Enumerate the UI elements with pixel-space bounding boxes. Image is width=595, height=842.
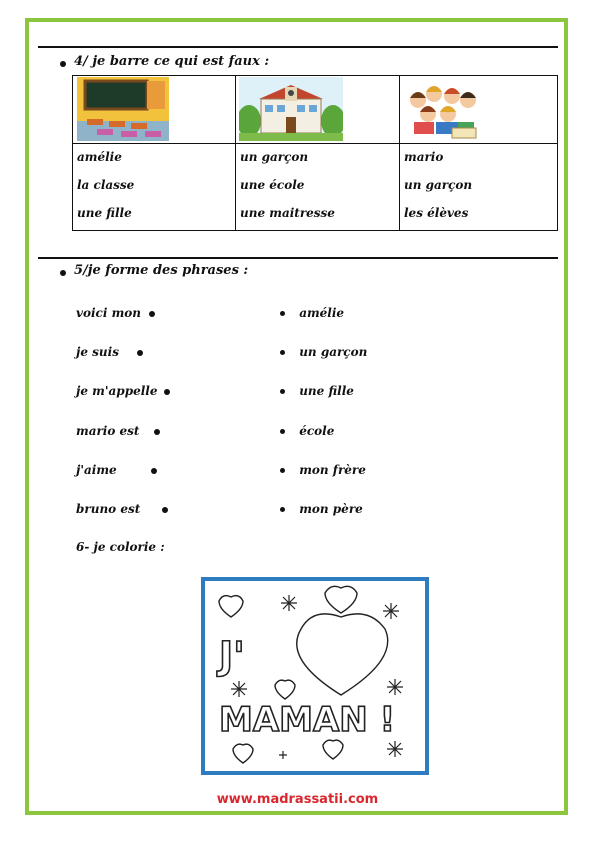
match-right-text: école — [299, 424, 335, 438]
match-left-dot[interactable] — [162, 507, 168, 513]
heart-icon — [297, 614, 388, 695]
heart-icon — [233, 744, 253, 763]
match-right-item — [280, 384, 354, 398]
match-right-text: un garçon — [299, 345, 368, 359]
match-right-dot[interactable] — [280, 468, 285, 473]
star-icon — [383, 603, 399, 619]
match-right-text: une fille — [299, 384, 354, 398]
divider-top — [38, 46, 558, 48]
match-right-dot[interactable] — [280, 389, 285, 394]
match-right-text: mon père — [299, 502, 363, 516]
section4-title: 4/ je barre ce qui est faux : — [74, 54, 270, 69]
match-left-item — [76, 502, 168, 516]
match-left-text: j'aime — [76, 463, 117, 477]
match-right-item — [280, 345, 367, 359]
heart-icon — [275, 680, 295, 699]
bullet-icon — [60, 270, 66, 276]
section4-table — [72, 75, 558, 231]
match-left-text: mario est — [76, 424, 140, 438]
word-item[interactable]: un garçon — [240, 150, 309, 164]
coloring-drawing — [205, 581, 425, 771]
word-item[interactable]: les élèves — [404, 206, 469, 220]
coloring-text-top: J' — [219, 634, 245, 678]
heart-icon — [325, 586, 357, 613]
match-right-item — [280, 463, 366, 477]
word-item[interactable]: une fille — [77, 206, 132, 220]
bullet-icon — [60, 61, 66, 67]
match-left-item — [76, 306, 155, 320]
match-left-text: voici mon — [76, 306, 142, 320]
heart-icon — [219, 596, 243, 617]
match-left-item — [76, 345, 143, 359]
match-left-text: je suis — [76, 345, 119, 359]
match-left-text: je m'appelle — [76, 384, 158, 398]
match-left-item — [76, 424, 160, 438]
match-left-dot[interactable] — [137, 350, 143, 356]
image-cell — [400, 76, 558, 144]
match-left-item — [76, 463, 157, 477]
match-left-item — [76, 384, 170, 398]
word-column-2 — [236, 144, 400, 231]
word-column-1 — [73, 144, 236, 231]
star-icon — [387, 741, 403, 757]
match-right-dot[interactable] — [280, 311, 285, 316]
word-item[interactable]: un garçon — [404, 178, 473, 192]
match-left-dot[interactable] — [149, 311, 155, 317]
match-right-dot[interactable] — [280, 350, 285, 355]
match-left-dot[interactable] — [151, 468, 157, 474]
section5-title: 5/je forme des phrases : — [74, 263, 249, 278]
coloring-picture[interactable] — [201, 577, 429, 775]
word-column-3 — [400, 144, 558, 231]
match-right-dot[interactable] — [280, 507, 285, 512]
coloring-text-bottom: MAMAN ! — [219, 700, 396, 740]
word-item[interactable]: une maitresse — [240, 206, 335, 220]
match-right-text: amélie — [299, 306, 345, 320]
image-cell — [73, 76, 236, 144]
match-right-item — [280, 306, 344, 320]
word-item[interactable]: mario — [404, 150, 444, 164]
image-cell — [236, 76, 400, 144]
match-right-dot[interactable] — [280, 429, 285, 434]
divider-middle — [38, 257, 558, 259]
match-left-dot[interactable] — [164, 389, 170, 395]
word-item[interactable]: la classe — [77, 178, 135, 192]
word-item[interactable]: amélie — [77, 150, 122, 164]
footer-url[interactable]: www.madrassatii.com — [216, 792, 379, 807]
classroom-illustration-icon — [77, 77, 169, 141]
star-icon — [231, 681, 247, 697]
match-right-item — [280, 502, 363, 516]
match-left-text: bruno est — [76, 502, 141, 516]
star-icon — [281, 595, 297, 611]
section6-title: 6- je colorie : — [76, 540, 165, 554]
match-right-item — [280, 424, 334, 438]
match-left-dot[interactable] — [154, 429, 160, 435]
star-icon — [279, 751, 287, 759]
star-icon — [387, 679, 403, 695]
heart-icon — [323, 740, 343, 759]
children-group-illustration-icon — [404, 78, 482, 140]
word-item[interactable]: une école — [240, 178, 305, 192]
school-building-illustration-icon — [239, 77, 343, 141]
match-right-text: mon frère — [299, 463, 366, 477]
